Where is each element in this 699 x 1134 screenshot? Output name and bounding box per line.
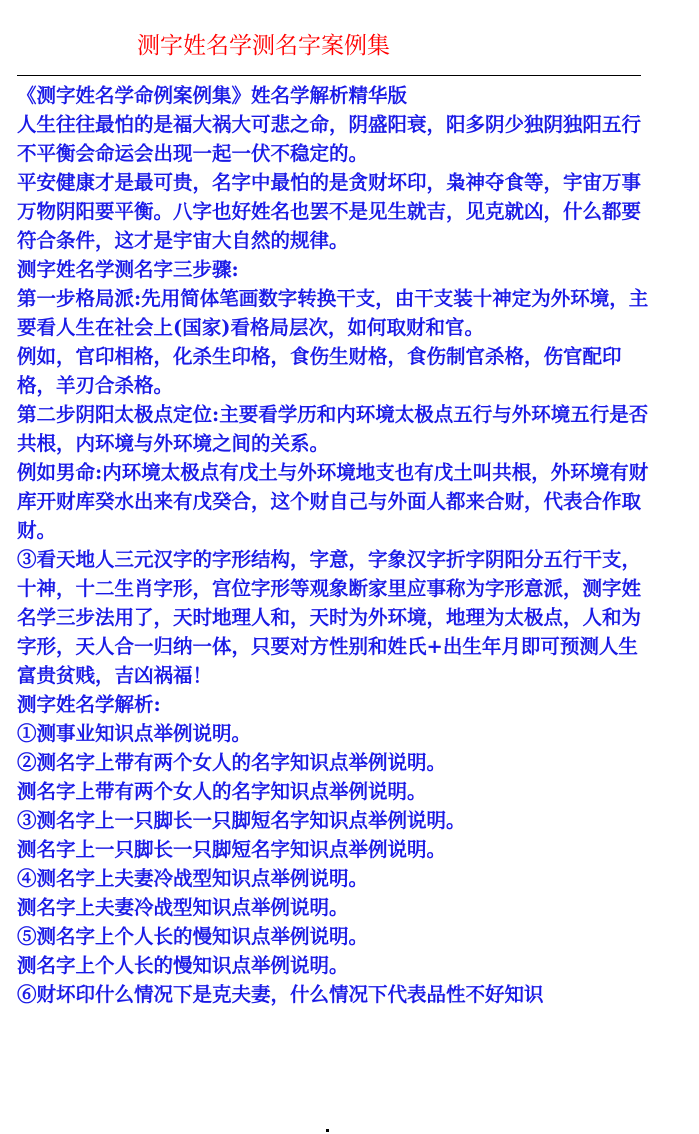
list-item: ⑥财坏印什么情况下是克夫妻，什么情况下代表品性不好知识 <box>17 983 544 1006</box>
list-item: 测名字上夫妻冷战型知识点举例说明。 <box>17 896 349 919</box>
paragraph-intro: 人生往往最怕的是福大祸大可悲之命，阴盛阳衰，阳多阴少独阴独阳五行不平衡会命运会出现一起一伏不稳定的。 <box>17 113 642 165</box>
document-title: 测字姓名学测名字案例集 <box>137 33 390 59</box>
document-body <box>17 81 649 1009</box>
list-item: ④测名字上夫妻冷战型知识点举例说明。 <box>17 867 369 890</box>
title-divider <box>17 75 641 76</box>
list-item: ②测名字上带有两个女人的名字知识点举例说明。 <box>17 751 447 774</box>
list-item: 测名字上个人长的慢知识点举例说明。 <box>17 954 349 977</box>
paragraph-step-two-example: 例如男命:内环境太极点有戊土与外环境地支也有戊土叫共根，外环境有财库开财库癸水出来有戊癸合，这个财自己与外面人都来合财，代表合作取财。 <box>17 461 649 542</box>
list-item: ③测名字上一只脚长一只脚短名字知识点举例说明。 <box>17 809 466 832</box>
paragraph-balance: 平安健康才是最可贵，名字中最怕的是贪财坏印，枭神夺食等，宇宙万事万物阴阳要平衡。八字也好姓名也罢不是见生就吉，见克就凶，什么都要符合条件，这才是宇宙大自然的规律。 <box>17 171 642 252</box>
paragraph-steps-heading: 测字姓名学测名字三步骤: <box>17 258 239 281</box>
page-bottom-mark <box>326 1129 329 1132</box>
paragraph-step-one: 第一步格局派:先用简体笔画数字转换干支，由干支装十神定为外环境，主要看人生在社会上(国家)看格局层次，如何取财和官。 <box>17 287 649 339</box>
list-item: ⑤测名字上个人长的慢知识点举例说明。 <box>17 925 369 948</box>
paragraph-analysis-heading: 测字姓名学解析: <box>17 693 161 716</box>
list-item: 测名字上一只脚长一只脚短名字知识点举例说明。 <box>17 838 447 861</box>
paragraph-subtitle: 《测字姓名学命例案例集》姓名学解析精华版 <box>17 84 408 107</box>
paragraph-step-two: 第二步阴阳太极点定位:主要看学历和内环境太极点五行与外环境五行是否共根，内环境与外环境之间的关系。 <box>17 403 649 455</box>
paragraph-step-three: ③看天地人三元汉字的字形结构，字意，字象汉字折字阴阳分五行干支，十神，十二生肖字形，宫位字形等观象断家里应事称为字形意派，测字姓名学三步法用了，天时地理人和，天时为外环境，地理为太极点，人和为字形，天人合一归纳一体，只要对方性别和姓氏+出生年月即可预测人生富贵贫贱，吉凶祸福！ <box>17 548 642 687</box>
list-item: ①测事业知识点举例说明。 <box>17 722 252 745</box>
list-item: 测名字上带有两个女人的名字知识点举例说明。 <box>17 780 427 803</box>
paragraph-step-one-example: 例如，官印相格，化杀生印格，食伤生财格，食伤制官杀格，伤官配印格，羊刃合杀格。 <box>17 345 622 397</box>
